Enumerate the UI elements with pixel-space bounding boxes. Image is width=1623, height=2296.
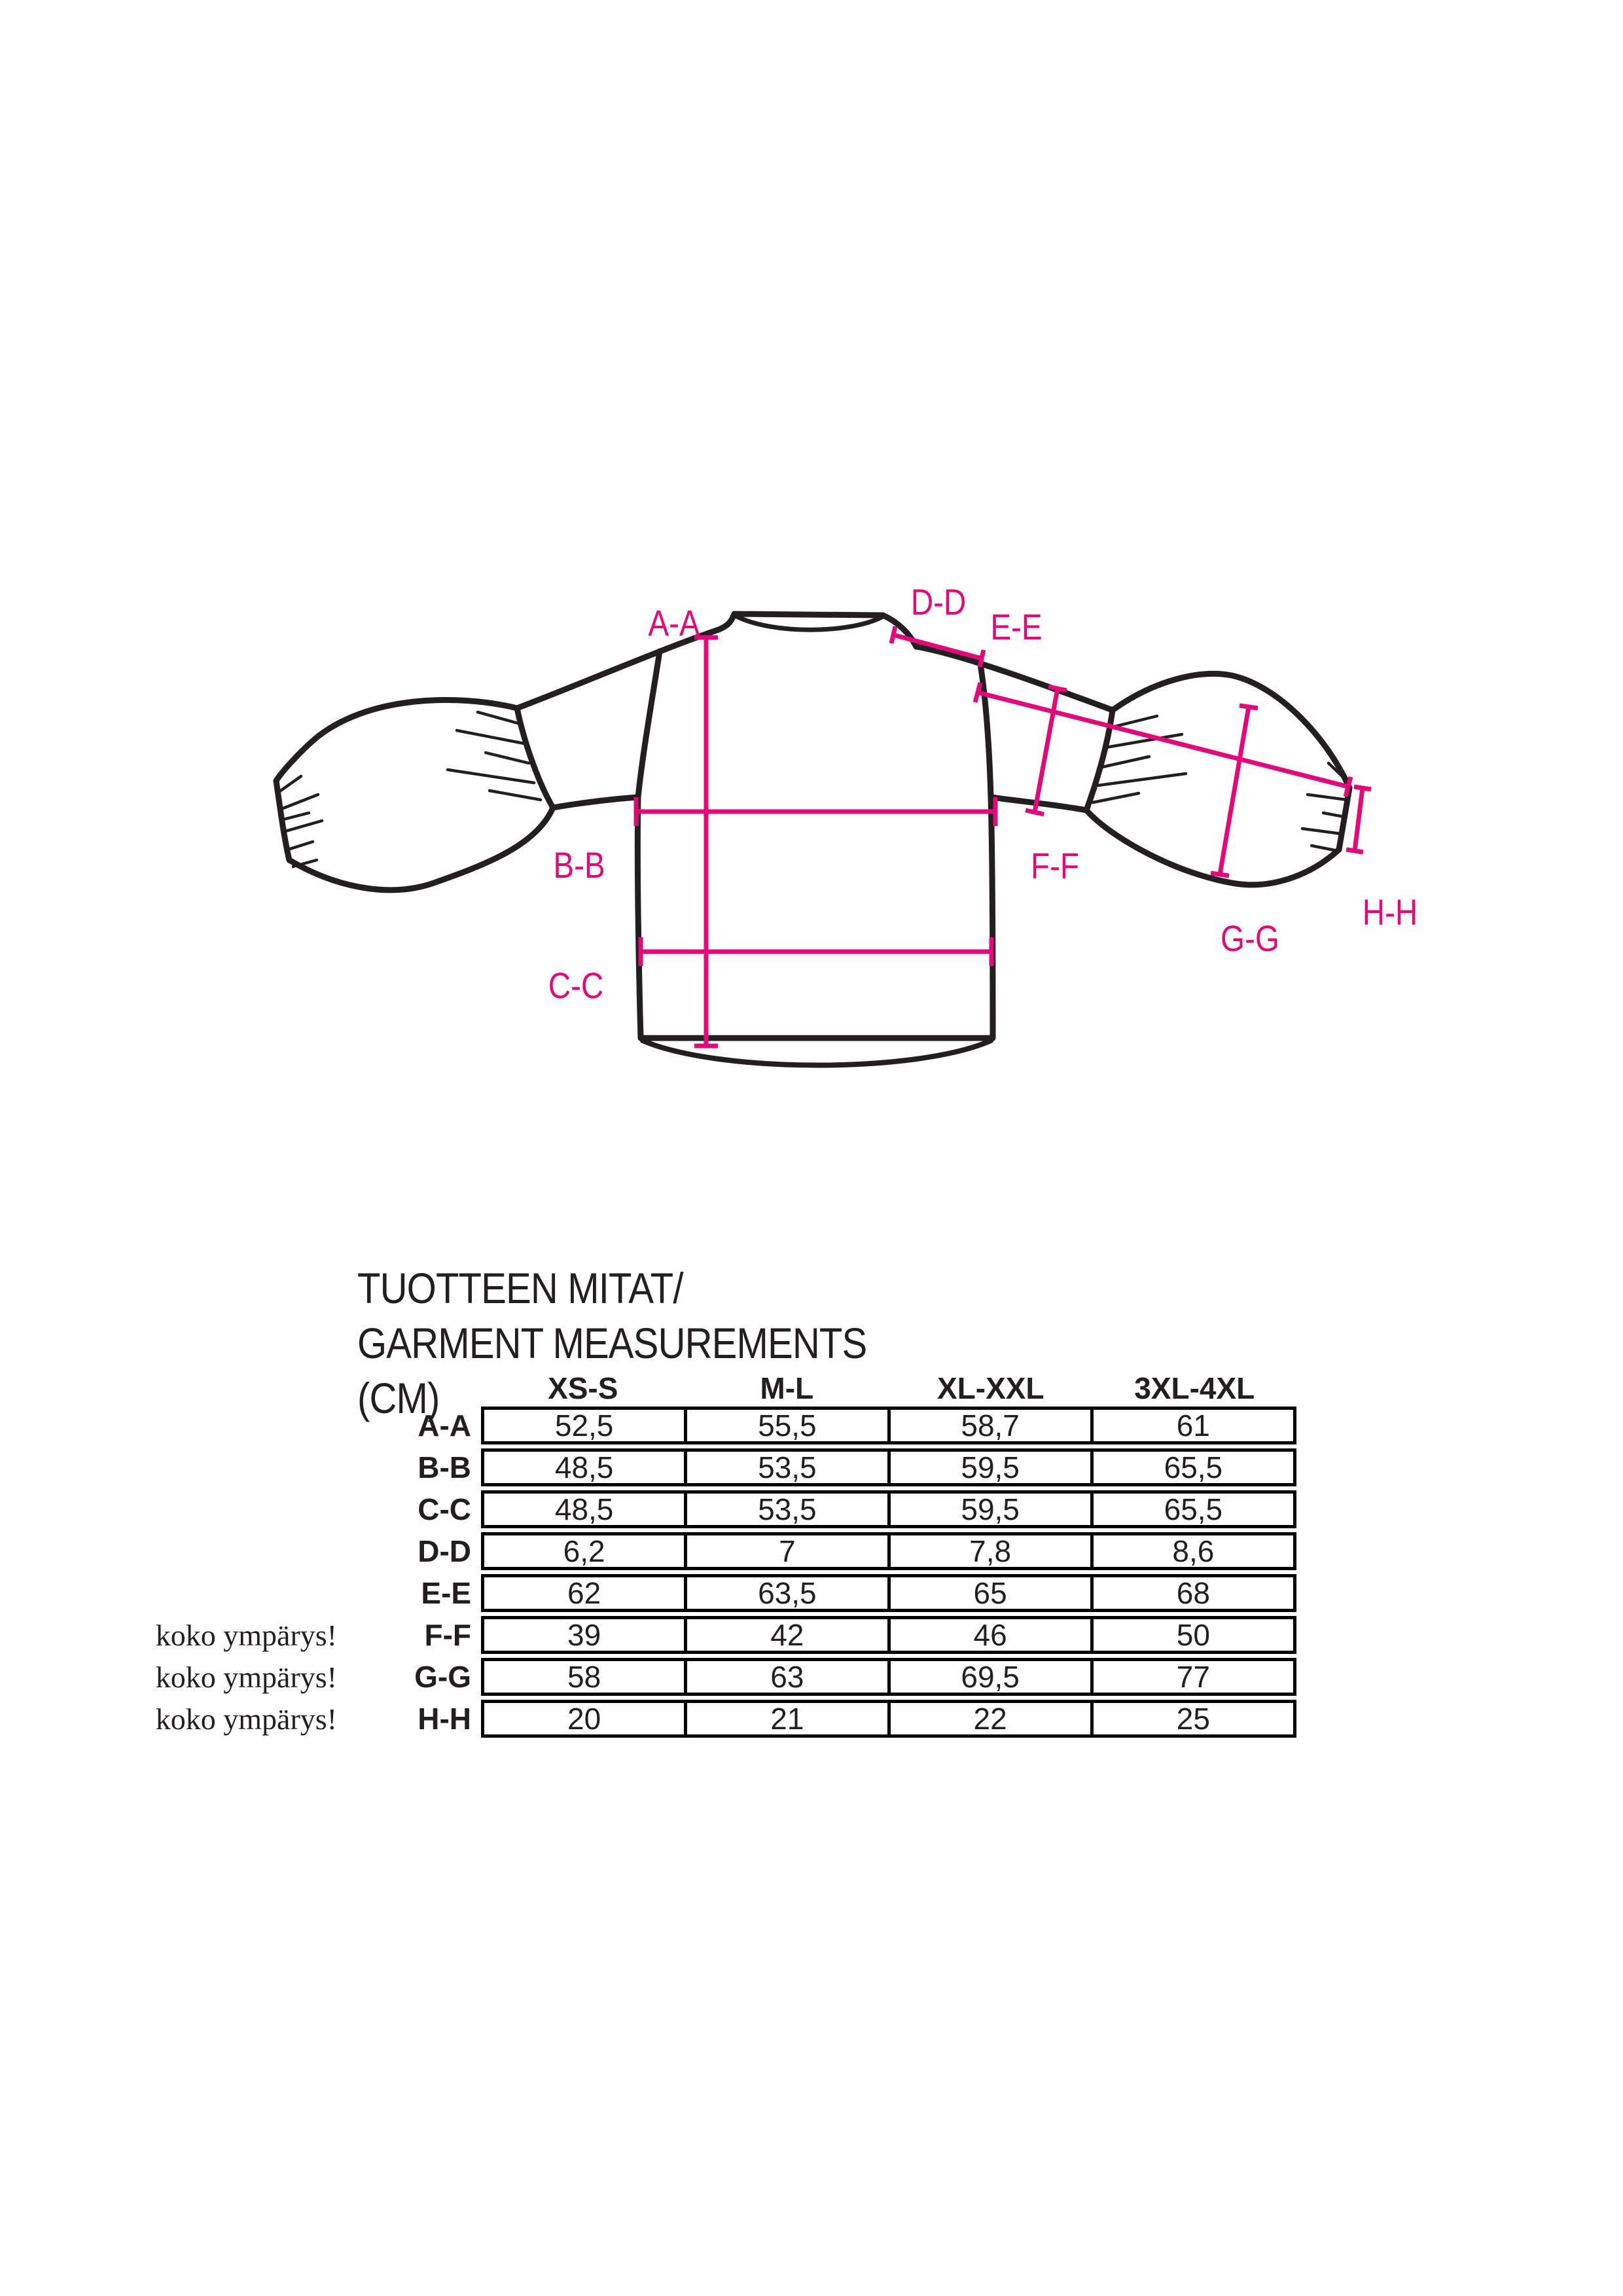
measurement-value: 46	[891, 1619, 1094, 1651]
measurement-value: 65	[891, 1577, 1094, 1609]
row-label-cc: C-C	[418, 1492, 471, 1526]
measurement-value: 52,5	[484, 1410, 687, 1441]
measurement-value: 59,5	[891, 1494, 1094, 1525]
row-label-ff: F-F	[424, 1618, 471, 1652]
table-row-dd	[481, 1532, 1296, 1570]
measure-label-ff: F-F	[1030, 845, 1080, 886]
table-row-hh	[481, 1700, 1296, 1738]
measure-label-hh: H-H	[1362, 891, 1418, 933]
size-header-m-l: M-L	[760, 1371, 814, 1405]
right-armhole	[980, 660, 991, 797]
row-label-bb: B-B	[418, 1450, 471, 1484]
row-label-dd: D-D	[418, 1534, 471, 1568]
left-armhole-band	[517, 708, 553, 808]
measurement-value: 65,5	[1164, 1492, 1223, 1526]
size-header-3xl-4xl: 3XL-4XL	[1134, 1371, 1255, 1405]
measurement-value: 77	[1176, 1660, 1210, 1694]
size-header-xs-s: XS-S	[548, 1371, 618, 1405]
measurement-value: 53,5	[687, 1452, 890, 1483]
measurement-value: 69,5	[891, 1661, 1094, 1693]
left-sleeve-bottom	[289, 808, 553, 890]
measurement-value: 22	[891, 1703, 1094, 1734]
table-row-ee	[481, 1574, 1296, 1612]
measure-line-aa	[694, 637, 718, 1046]
measurement-value: 50	[1176, 1618, 1210, 1652]
circumference-note-ff: koko ympärys!	[155, 1619, 337, 1652]
table-row-ff	[481, 1616, 1296, 1654]
measurement-value: 63	[687, 1661, 890, 1693]
measurement-value: 68	[1176, 1576, 1210, 1610]
circumference-note-gg: koko ympärys!	[155, 1660, 337, 1694]
row-label-ee: E-E	[421, 1576, 471, 1610]
measurement-table	[481, 1407, 1296, 1742]
measurement-value: 7	[687, 1535, 890, 1567]
left-armhole	[638, 651, 660, 797]
measurement-value: 8,6	[1172, 1534, 1215, 1568]
neckline-left-curve	[719, 614, 734, 630]
title-english: GARMENT MEASUREMENTS	[357, 1319, 867, 1367]
title-finnish: TUOTTEEN MITAT/	[357, 1264, 683, 1312]
right-side-seam	[991, 797, 993, 1038]
measure-line-cc	[641, 937, 991, 966]
measurement-value: 42	[687, 1619, 890, 1651]
measurement-value: 63,5	[687, 1577, 890, 1609]
measurement-value: 53,5	[687, 1494, 890, 1525]
measure-label-bb: B-B	[553, 844, 605, 886]
neckline-top	[734, 614, 883, 615]
garment-outline	[276, 614, 1349, 1066]
measurement-value: 20	[484, 1703, 687, 1734]
measurement-value: 48,5	[484, 1452, 687, 1483]
circumference-note-hh: koko ympärys!	[155, 1702, 337, 1736]
row-label-hh: H-H	[418, 1702, 471, 1736]
measure-label-dd: D-D	[910, 581, 967, 622]
left-side-seam	[637, 797, 641, 1038]
measurement-value: 39	[484, 1619, 687, 1651]
measure-line-gg	[1211, 706, 1258, 876]
measurement-value: 58	[484, 1661, 687, 1693]
measurement-value: 65,5	[1164, 1450, 1223, 1484]
measure-label-gg: G-G	[1221, 918, 1279, 959]
table-row-gg	[481, 1658, 1296, 1696]
measurement-value: 21	[687, 1703, 890, 1734]
row-label-aa: A-A	[418, 1408, 471, 1443]
measure-label-ee: E-E	[990, 606, 1043, 647]
measurement-value: 62	[484, 1577, 687, 1609]
size-header-xl-xxl: XL-XXL	[936, 1371, 1044, 1405]
measurement-value: 61	[1176, 1408, 1210, 1443]
right-sleeve-top	[1113, 673, 1349, 788]
table-row-bb	[481, 1448, 1296, 1486]
measure-line-bb	[636, 797, 995, 826]
gather-hatch-marks	[279, 712, 1347, 867]
table-row-cc	[481, 1490, 1296, 1528]
measure-line-ee	[975, 683, 1351, 797]
measure-label-cc: C-C	[548, 965, 604, 1006]
measurement-value: 48,5	[484, 1494, 687, 1525]
measurement-value: 6,2	[484, 1535, 687, 1567]
measurement-value: 58,7	[891, 1410, 1094, 1441]
left-underarm	[553, 797, 638, 808]
right-cuff-edge	[1339, 788, 1349, 850]
measurement-value: 55,5	[687, 1410, 890, 1441]
measurement-value: 59,5	[891, 1452, 1094, 1483]
size-header-row	[481, 1363, 1296, 1403]
title-unit: (CM)	[357, 1374, 440, 1422]
table-row-aa	[481, 1407, 1296, 1444]
measurement-value: 7,8	[891, 1535, 1094, 1567]
measurement-value: 25	[1176, 1702, 1210, 1736]
row-label-gg: G-G	[414, 1660, 471, 1694]
measure-label-aa: A-A	[648, 602, 700, 643]
